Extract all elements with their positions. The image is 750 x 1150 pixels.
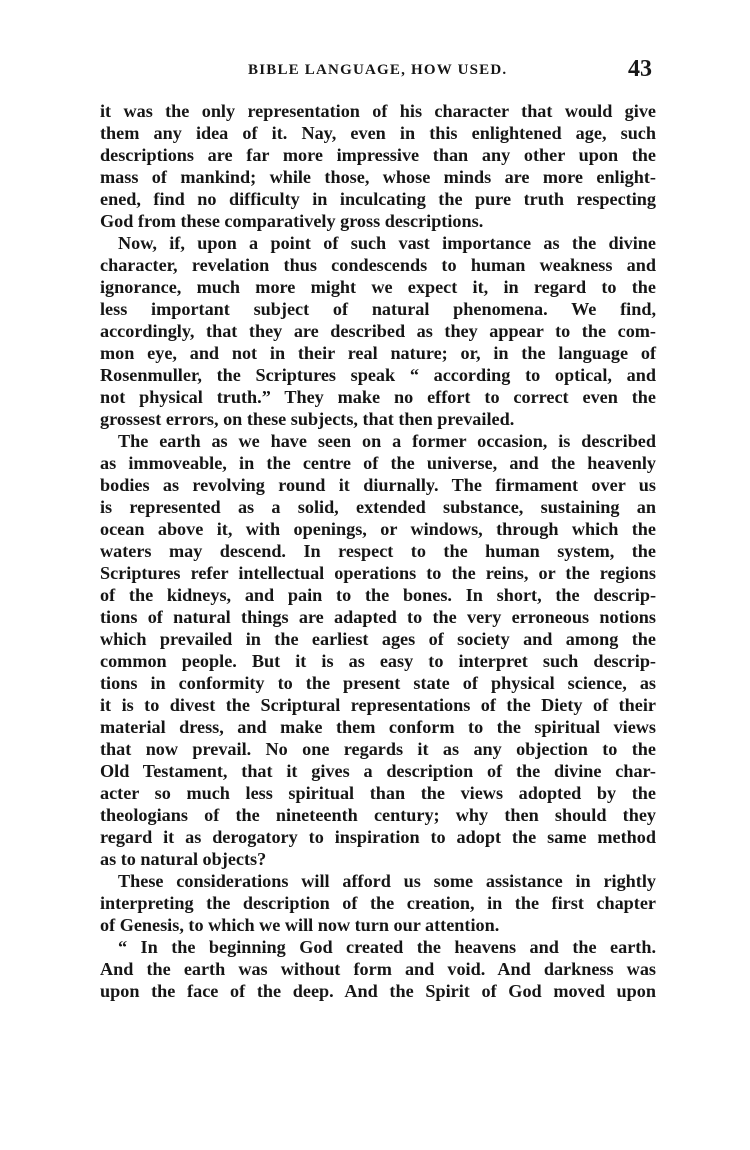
text-line: as to natural objects?	[100, 849, 267, 869]
text-line: tions of natural things are adapted to the very erroneous notions	[100, 607, 656, 627]
text-line: which prevailed in the earliest ages of society and among the	[100, 629, 656, 649]
running-title: BIBLE LANGUAGE, HOW USED.	[248, 62, 508, 78]
text-line: accordingly, that they are described as they appear to the com-	[100, 321, 656, 341]
text-line: ocean above it, with openings, or windows, through which the	[100, 519, 656, 539]
page-number: 43	[628, 56, 652, 82]
text-line: of Genesis, to which we will now turn our attention.	[100, 915, 500, 935]
text-line: regard it as derogatory to inspiration to adopt the same method	[100, 827, 656, 847]
text-line: grossest errors, on these subjects, that then prevailed.	[100, 409, 515, 429]
body-text	[100, 100, 656, 1002]
text-line: “ In the beginning God created the heavens and the earth.	[118, 937, 656, 957]
text-line: as immoveable, in the centre of the universe, and the heavenly	[100, 453, 656, 473]
running-head	[100, 56, 656, 90]
text-line: not physical truth.” They make no effort to correct even the	[100, 387, 656, 407]
text-line: bodies as revolving round it diurnally. The firmament over us	[100, 475, 656, 495]
text-line: Scriptures refer intellectual operations to the reins, or the regions	[100, 563, 656, 583]
text-line: mon eye, and not in their real nature; or, in the language of	[100, 343, 656, 363]
text-line: descriptions are far more impressive than any other upon the	[100, 145, 656, 165]
text-line: tions in conformity to the present state of physical science, as	[100, 673, 656, 693]
text-line: waters may descend. In respect to the human system, the	[100, 541, 656, 561]
text-line: Now, if, upon a point of such vast importance as the divine	[118, 233, 656, 253]
text-line: them any idea of it. Nay, even in this enlightened age, such	[100, 123, 656, 143]
text-line: upon the face of the deep. And the Spirit of God moved upon	[100, 981, 656, 1001]
text-line: ignorance, much more might we expect it, in regard to the	[100, 277, 656, 297]
text-line: is represented as a solid, extended substance, sustaining an	[100, 497, 656, 517]
text-line: material dress, and make them conform to the spiritual views	[100, 717, 656, 737]
text-line: God from these comparatively gross descriptions.	[100, 211, 484, 231]
text-line: less important subject of natural phenomena. We find,	[100, 299, 656, 319]
text-line: it is to divest the Scriptural representations of the Diety of their	[100, 695, 656, 715]
text-line: of the kidneys, and pain to the bones. In short, the descrip-	[100, 585, 656, 605]
text-line: acter so much less spiritual than the views adopted by the	[100, 783, 656, 803]
text-line: theologians of the nineteenth century; why then should they	[100, 805, 656, 825]
text-line: mass of mankind; while those, whose minds are more enlight-	[100, 167, 656, 187]
text-line: interpreting the description of the creation, in the first chapter	[100, 893, 656, 913]
text-line: character, revelation thus condescends to human weakness and	[100, 255, 656, 275]
text-line: ened, find no difficulty in inculcating the pure truth respecting	[100, 189, 656, 209]
text-line: that now prevail. No one regards it as any objection to the	[100, 739, 656, 759]
text-line: it was the only representation of his character that would give	[100, 101, 656, 121]
text-line: These considerations will afford us some assistance in rightly	[118, 871, 656, 891]
text-line: Old Testament, that it gives a description of the divine char-	[100, 761, 656, 781]
text-line: Rosenmuller, the Scriptures speak “ according to optical, and	[100, 365, 656, 385]
text-line: And the earth was without form and void. And darkness was	[100, 959, 656, 979]
text-line: The earth as we have seen on a former occasion, is described	[118, 431, 656, 451]
text-line: common people. But it is as easy to interpret such descrip-	[100, 651, 656, 671]
